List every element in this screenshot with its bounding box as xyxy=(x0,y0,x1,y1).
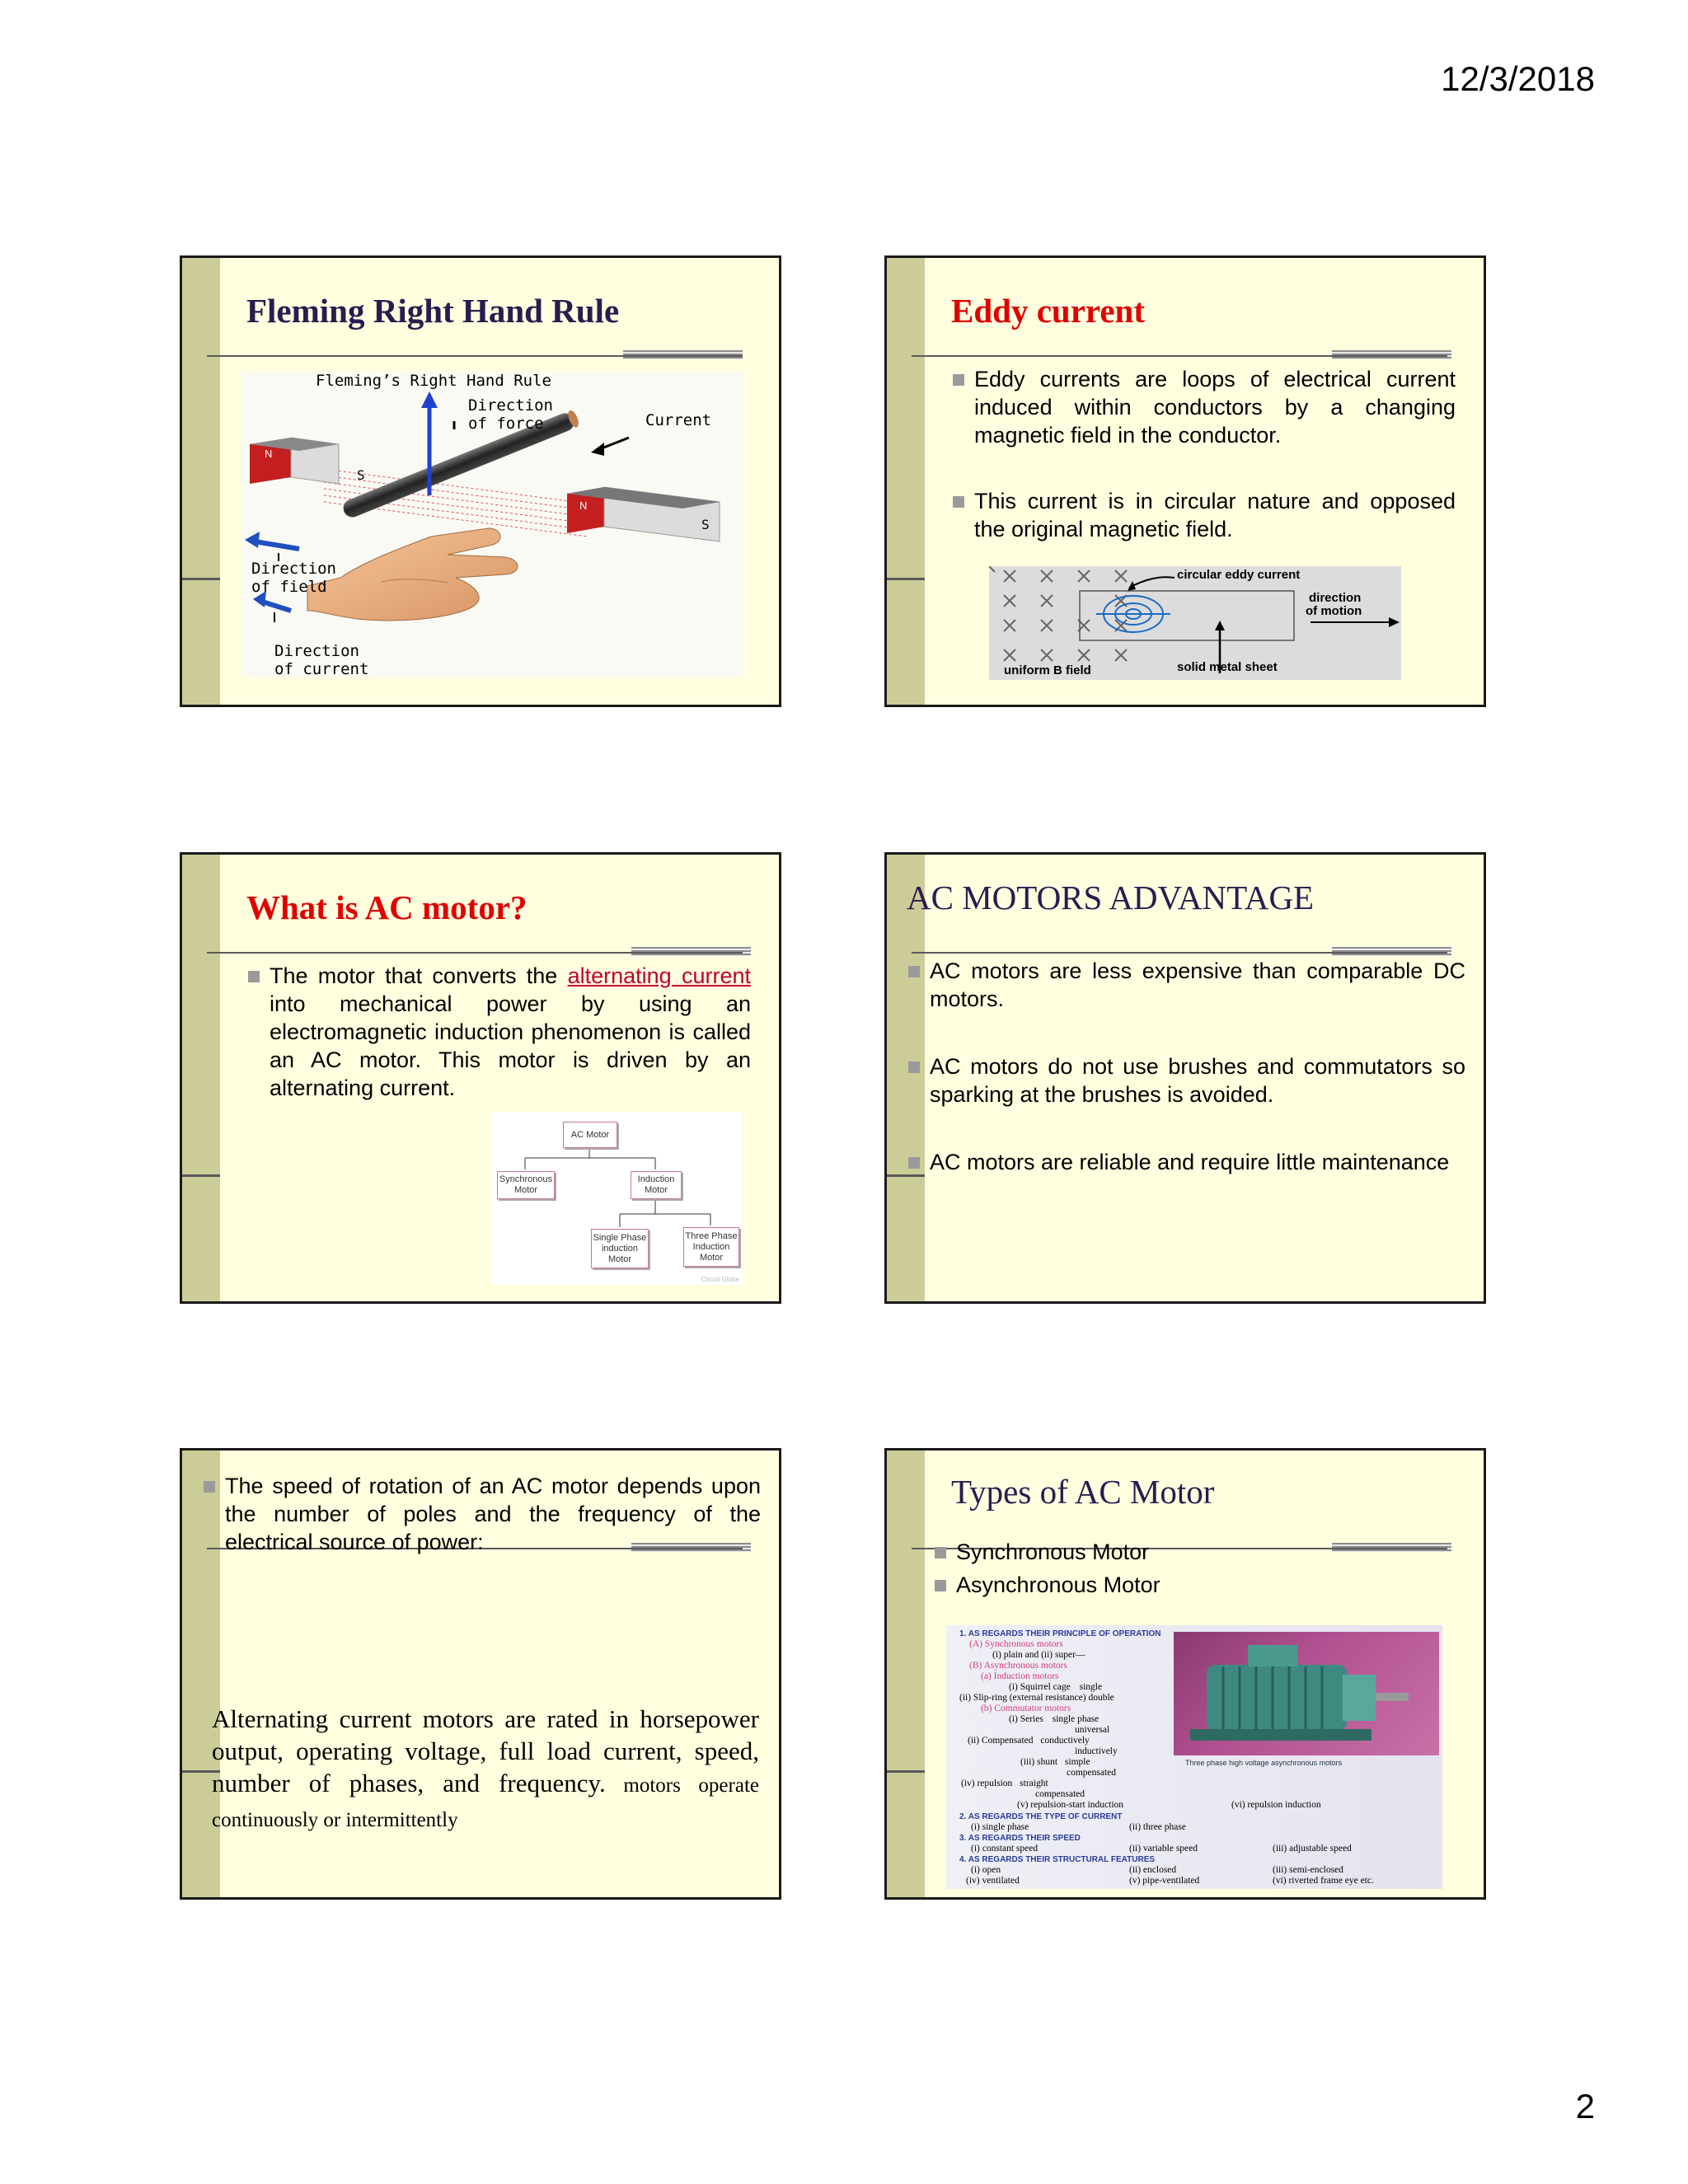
chart-text: simple xyxy=(1064,1757,1090,1767)
metal-sheet xyxy=(1080,591,1294,640)
label-cur-2: of current xyxy=(274,660,369,678)
chart-line: (v) repulsion-start induction xyxy=(1017,1800,1124,1810)
bullet-item: Synchronous Motor xyxy=(933,1538,1345,1566)
chart-line: inductively xyxy=(1075,1746,1118,1756)
title-rule xyxy=(912,952,1447,954)
bullet-item: Eddy currents are loops of electrical current induced within conductors by a changing magnetic field in the conductor. xyxy=(951,365,1456,449)
band-tick xyxy=(887,1770,925,1773)
conductor-rod xyxy=(340,409,580,520)
chart-line: (v) pipe-ventilated xyxy=(1129,1876,1200,1886)
alternating-current-link[interactable]: alternating current xyxy=(567,963,751,988)
chart-text: (i) Series xyxy=(1009,1714,1043,1724)
chart-text: single phase xyxy=(1052,1714,1100,1724)
chart-line: compensated xyxy=(1067,1768,1117,1778)
chart-text: double xyxy=(1088,1693,1114,1703)
eddy-label-uniform: uniform B field xyxy=(1004,663,1091,677)
slide-title: What is AC motor? xyxy=(246,888,528,926)
chart-line: (i) open xyxy=(971,1865,1001,1875)
tree-single-line1: Single Phase xyxy=(593,1233,647,1243)
tree-ind-line2: Motor xyxy=(644,1185,668,1195)
eddy-label-direction-1: direction xyxy=(1309,591,1362,605)
pole-n-left: N xyxy=(265,448,273,460)
label-cur-1: Direction xyxy=(274,642,359,660)
chart-line xyxy=(959,1682,1182,1693)
label-force-1: Direction xyxy=(468,396,553,415)
eddy-label-sheet: solid metal sheet xyxy=(1177,660,1278,674)
tree-single-phase xyxy=(591,1229,649,1268)
band-tick xyxy=(182,1174,220,1177)
bullet-item: AC motors do not use brushes and commutators so sparking at the brushes is avoided. xyxy=(907,1052,1465,1108)
chart-line: (iv) ventilated xyxy=(966,1876,1020,1886)
slide-band xyxy=(182,855,220,1301)
chart-line: universal xyxy=(1075,1725,1110,1735)
eddy-label-direction-2: of motion xyxy=(1306,604,1362,618)
chart-line: (i) single phase xyxy=(971,1822,1029,1832)
tree-credit: Circuit Globe xyxy=(701,1276,739,1283)
chart-heading-2: 2. AS REGARDS THE TYPE OF CURRENT xyxy=(959,1812,1123,1821)
band-tick xyxy=(182,578,220,580)
tree-sync-line1: Synchronous xyxy=(499,1174,553,1184)
bullet-text-before: The motor that converts the xyxy=(270,963,568,988)
bullet-item xyxy=(246,962,751,1102)
chart-text: conductively xyxy=(1040,1736,1090,1746)
chart-section-1 xyxy=(959,1629,1182,1800)
slide-types-of-ac-motor xyxy=(884,1448,1486,1900)
title-rule xyxy=(207,355,743,357)
slide-fleming xyxy=(180,255,781,707)
slide-title: Eddy current xyxy=(951,292,1146,330)
bullet-list xyxy=(246,962,751,1123)
slide-speed xyxy=(180,1448,781,1900)
bullet-list xyxy=(907,957,1465,1197)
tree-three-phase xyxy=(683,1227,739,1267)
chart-line xyxy=(959,1757,1182,1768)
chart-line: (ii) enclosed xyxy=(1129,1865,1177,1875)
tree-three-line1: Three Phase xyxy=(685,1231,738,1241)
tree-single-line3: Motor xyxy=(607,1254,632,1264)
chart-text: (iv) repulsion xyxy=(961,1779,1013,1788)
chart-line: (a) Induction motors xyxy=(981,1671,1059,1681)
motor-illustration xyxy=(1174,1632,1439,1755)
fleming-diagram xyxy=(241,372,744,677)
chart-line: (B) Asynchronous motors xyxy=(969,1661,1067,1671)
bullet-list xyxy=(202,1472,761,1577)
chart-line: (i) plain and (ii) super— xyxy=(992,1650,1085,1660)
bullet-list xyxy=(951,365,1456,565)
slide-what-is-ac-motor xyxy=(180,852,781,1304)
rating-text-small: motors operate continuously or intermittently xyxy=(212,1774,759,1831)
chart-text: (i) Squirrel cage xyxy=(1009,1682,1071,1692)
tree-induction xyxy=(631,1171,682,1199)
rating-text-large: Alternating current motors are rated in horsepower output, operating voltage, full load current, speed, number of phases, and frequency. xyxy=(212,1704,759,1797)
slide-ac-motors-advantage xyxy=(884,852,1486,1304)
tree-ind-line1: Induction xyxy=(637,1174,675,1184)
slide-title: Types of AC Motor xyxy=(951,1473,1215,1511)
eddy-label-circular: circular eddy current xyxy=(1177,568,1301,582)
chart-text: (ii) Slip-ring (external resistance) xyxy=(959,1693,1086,1703)
tree-single-line2: induction xyxy=(601,1244,639,1254)
ac-motor-tree xyxy=(492,1112,743,1285)
page-date: 12/3/2018 xyxy=(1441,59,1595,98)
bullet-item: Asynchronous Motor xyxy=(933,1571,1345,1599)
chart-line: (vi) repulsion induction xyxy=(1231,1800,1321,1810)
tree-sync-line2: Motor xyxy=(513,1185,538,1195)
bullet-text-after: into mechanical power by using an electromagnetic induction phenomenon is called an AC motor. This motor is driven by an alternating current. xyxy=(270,991,751,1100)
tree-root: AC Motor xyxy=(563,1122,617,1148)
eddy-loops xyxy=(1096,596,1170,632)
chart-line: (iii) adjustable speed xyxy=(1273,1844,1352,1854)
magnet-right xyxy=(567,487,720,541)
bullet-item: AC motors are reliable and require little maintenance xyxy=(907,1148,1465,1176)
chart-line xyxy=(959,1714,1182,1725)
label-field-1: Direction xyxy=(251,560,336,578)
tree-synchronous xyxy=(497,1171,555,1199)
chart-heading-1: 1. AS REGARDS THEIR PRINCIPLE OF OPERATION xyxy=(959,1629,1161,1638)
title-rule xyxy=(207,952,743,954)
types-chart-image xyxy=(946,1625,1442,1889)
chart-heading-4: 4. AS REGARDS THEIR STRUCTURAL FEATURES xyxy=(959,1855,1156,1864)
chart-line xyxy=(959,1736,1182,1746)
label-current: Current xyxy=(645,411,712,429)
tree-three-line3: Motor xyxy=(699,1253,724,1263)
pole-s-left: S xyxy=(357,467,365,483)
chart-line: (ii) variable speed xyxy=(1129,1844,1198,1854)
pole-n-right: N xyxy=(579,499,588,512)
bullet-item: AC motors are less expensive than comparable DC motors. xyxy=(907,957,1465,1013)
fleming-heading: Fleming’s Right Hand Rule xyxy=(316,372,551,390)
pole-s-right: S xyxy=(701,517,710,532)
page-number: 2 xyxy=(1575,2087,1595,2125)
eddy-diagram xyxy=(989,566,1401,680)
chart-line: (iii) semi-enclosed xyxy=(1273,1865,1343,1875)
band-tick xyxy=(887,578,925,580)
motor-photo-caption: Three phase high voltage asynchronous motors xyxy=(1185,1759,1343,1767)
slide-eddy-current xyxy=(884,255,1486,707)
slide-band xyxy=(887,1451,925,1897)
bullet-list xyxy=(933,1538,1345,1620)
chart-text: (ii) Compensated xyxy=(968,1736,1034,1746)
chart-text: single xyxy=(1079,1682,1103,1692)
chart-line xyxy=(959,1779,1182,1789)
slide-band xyxy=(887,258,925,705)
slide-band xyxy=(182,258,220,705)
chart-heading-3: 3. AS REGARDS THEIR SPEED xyxy=(959,1834,1081,1843)
chart-line: (i) constant speed xyxy=(971,1844,1039,1854)
rating-paragraph xyxy=(212,1703,759,1836)
tree-three-line2: Induction xyxy=(692,1242,730,1252)
slide-title: Fleming Right Hand Rule xyxy=(246,292,620,330)
bullet-item: This current is in circular nature and opposed the original magnetic field. xyxy=(951,487,1456,543)
motor-photo xyxy=(1174,1632,1439,1755)
chart-line: compensated xyxy=(1035,1789,1085,1799)
bullet-item: The speed of rotation of an AC motor depends upon the number of poles and the frequency of the electrical source of power: xyxy=(202,1472,761,1556)
label-field-2: of field xyxy=(251,578,327,596)
slide-title: AC MOTORS ADVANTAGE xyxy=(907,879,1315,916)
label-force-2: of force xyxy=(468,415,544,433)
chart-text: straight xyxy=(1020,1779,1048,1788)
chart-line: (ii) three phase xyxy=(1129,1822,1186,1832)
chart-line: (vi) riverted frame eye etc. xyxy=(1273,1876,1374,1886)
chart-line: (A) Synchronous motors xyxy=(969,1639,1063,1649)
magnet-left xyxy=(250,438,339,484)
chart-line xyxy=(959,1693,1182,1704)
chart-line: (b) Commutator motors xyxy=(981,1704,1071,1713)
chart-text: (iii) shunt xyxy=(1020,1757,1058,1767)
title-rule xyxy=(912,355,1447,357)
